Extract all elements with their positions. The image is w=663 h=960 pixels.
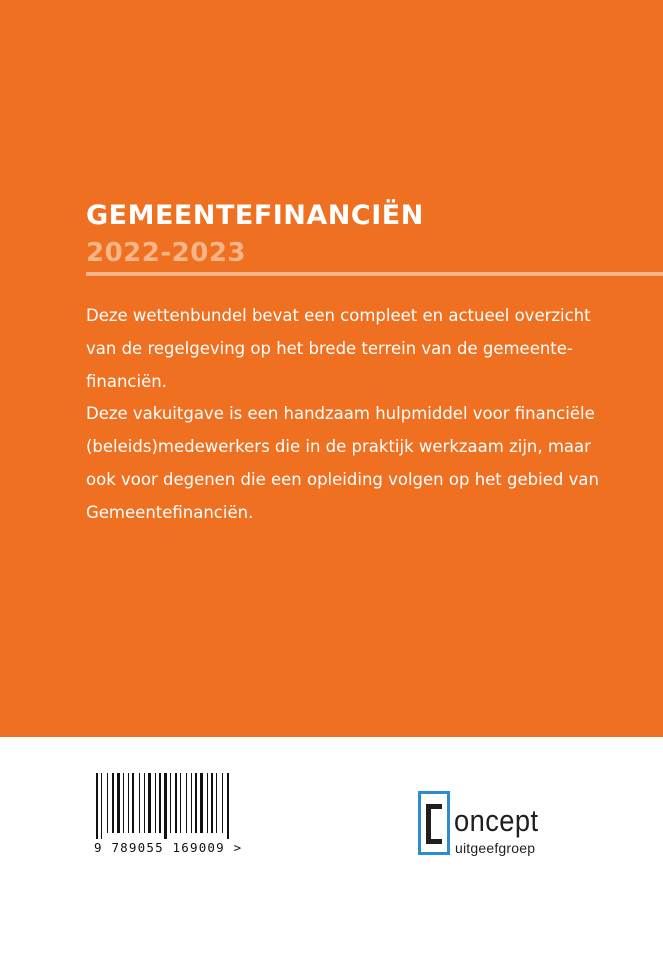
- barcode-bar: [117, 773, 120, 833]
- description-line: van de regelgeving op het brede terrein van de gemeente-: [86, 338, 573, 358]
- book-title: GEMEENTEFINANCIËN: [86, 200, 424, 231]
- barcode-bar: [164, 773, 167, 839]
- barcode-bars: [90, 773, 250, 839]
- barcode-bar: [195, 773, 197, 833]
- barcode-bar: [101, 773, 102, 839]
- publisher-logo-mark-icon: [418, 791, 450, 855]
- barcode-bar: [112, 773, 114, 833]
- barcode-bar: [128, 773, 129, 833]
- title-divider: [86, 272, 663, 276]
- barcode-bar: [222, 773, 223, 833]
- barcode-bar: [155, 773, 156, 833]
- isbn-number: 9 789055 169009 >: [94, 840, 243, 855]
- publisher-name: oncept: [454, 803, 539, 838]
- barcode-bar: [144, 773, 145, 833]
- description-line: (beleids)medewerkers die in de praktijk werkzaam zijn, maar: [86, 437, 591, 457]
- book-description: [86, 300, 646, 530]
- barcode-bar: [191, 773, 192, 833]
- barcode-bar: [180, 773, 181, 833]
- barcode-bar: [123, 773, 124, 833]
- barcode-bar: [170, 773, 171, 833]
- barcode-bar: [200, 773, 203, 833]
- description-line: Deze vakuitgave is een handzaam hulpmiddel voor financiële: [86, 404, 595, 424]
- barcode-bar: [186, 773, 187, 833]
- publisher-logo: [418, 791, 558, 859]
- barcode-bar: [175, 773, 177, 833]
- description-line: ook voor degenen die een opleiding volgen op het gebied van: [86, 469, 599, 489]
- barcode-bar: [132, 773, 134, 833]
- barcode-bar: [148, 773, 151, 833]
- barcode-bar: [107, 773, 108, 833]
- barcode-bar: [211, 773, 213, 833]
- description-line: Deze wettenbundel bevat een compleet en actueel overzicht: [86, 306, 591, 325]
- barcode-bar: [207, 773, 208, 833]
- description-line: financiën.: [86, 371, 167, 391]
- barcode-bar: [139, 773, 140, 833]
- barcode-bar: [216, 773, 217, 833]
- barcode-bar: [227, 773, 229, 839]
- barcode-bar: [96, 773, 98, 839]
- publisher-logo-letter-c: [426, 804, 442, 844]
- barcode-bar: [159, 773, 161, 833]
- book-edition-years: 2022-2023: [86, 238, 247, 268]
- description-line: Gemeentefinanciën.: [86, 502, 254, 522]
- publisher-tagline: uitgeefgroep: [455, 840, 536, 856]
